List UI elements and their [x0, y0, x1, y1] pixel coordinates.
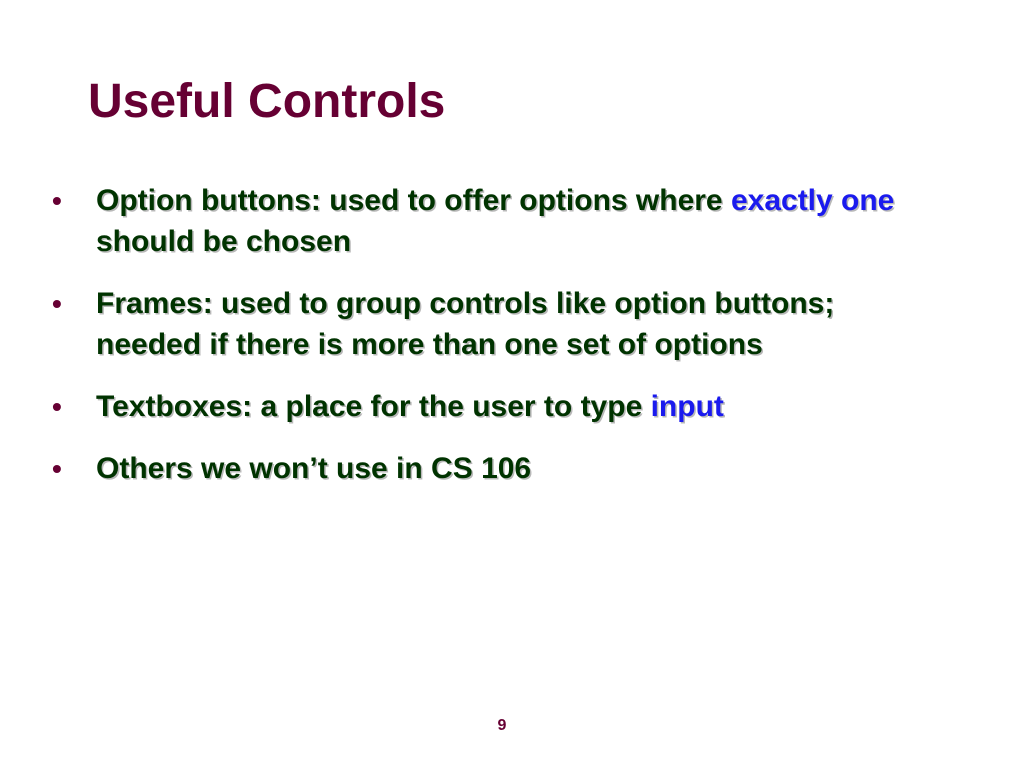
bullet-emphasis: input — [650, 390, 724, 423]
bullet-list — [0, 180, 1024, 489]
bullet-item-others — [0, 448, 946, 489]
bullet-marker: • — [52, 288, 62, 319]
bullet-text-end: should be chosen — [96, 225, 352, 258]
bullet-marker: • — [52, 391, 62, 422]
bullet-text: Textboxes: a place for the user to type — [96, 390, 651, 423]
bullet-text: Others we won’t use in CS 106 — [96, 452, 532, 485]
bullet-text: Option buttons: used to offer options where — [96, 184, 731, 217]
bullet-emphasis: exactly one — [730, 184, 895, 217]
bullet-item-textboxes — [0, 386, 946, 427]
bullet-marker: • — [52, 453, 62, 484]
bullet-item-frames — [0, 283, 946, 365]
bullet-item-option-buttons — [0, 180, 946, 262]
bullet-marker: • — [52, 185, 62, 216]
page-number: 9 — [497, 717, 507, 734]
bullet-text: Frames: used to group controls like option buttons; needed if there is more than one set of options — [96, 287, 835, 361]
slide-title: Useful Controls — [88, 75, 446, 128]
